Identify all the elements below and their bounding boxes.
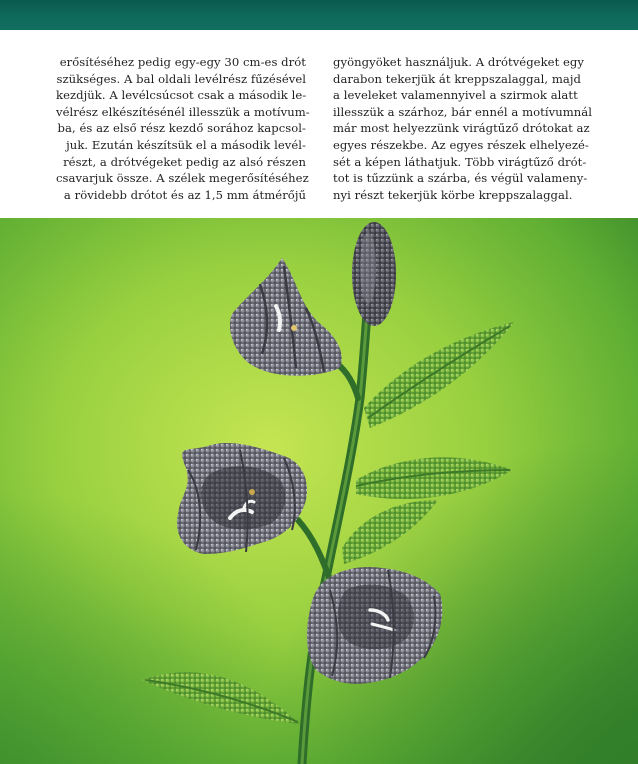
text-line: egyes részekbe. Az egyes részek elhelyezé- bbox=[333, 137, 589, 152]
text-line: darabon tekerjük át kreppszalaggal, majd bbox=[333, 71, 581, 86]
text-line: ba, és az első rész kezdő sorához kapcsol- bbox=[57, 121, 306, 136]
text-line: részt, a drótvégeket pedig az alsó részen bbox=[63, 154, 306, 169]
text-line: illesszük a szárhoz, bár ennél a motívumnál bbox=[333, 104, 593, 119]
text-line: erősítéséhez pedig egy-egy 30 cm-es drót bbox=[59, 55, 306, 69]
text-line: tot is tűzzünk a szárba, és végül valameny- bbox=[333, 171, 588, 186]
text-line: kezdjük. A levélcsúcsot csak a második le- bbox=[56, 88, 307, 103]
text-line: a rövidebb drótot és az 1,5 mm átmérőjű bbox=[63, 187, 306, 202]
text-line: szükséges. A bal oldali levélrész fűzésével bbox=[56, 71, 306, 86]
text-line: vélrész elkészítésénél illesszük a motívum- bbox=[56, 104, 310, 119]
text-line: juk. Ezután készítsük el a második levél- bbox=[66, 137, 306, 152]
top-color-band bbox=[0, 0, 638, 30]
text-section bbox=[0, 30, 638, 218]
text-line: gyöngyöket használjuk. A drótvégeket egy bbox=[333, 55, 584, 69]
bud bbox=[352, 222, 396, 326]
text-line: sét a képen láthatjuk. Több virágtűző drót- bbox=[333, 154, 587, 169]
left-text-column bbox=[56, 54, 310, 203]
text-line: már most helyezzünk virágtűző drótokat az bbox=[333, 121, 590, 136]
text-line: csavarjuk össze. A szélek megerősítéséhez bbox=[56, 171, 309, 186]
text-line: nyi részt tekerjük körbe kreppszalaggal. bbox=[333, 187, 573, 202]
flower-photo bbox=[0, 218, 638, 764]
text-line: a leveleket valamennyivel a szirmok alatt bbox=[333, 88, 578, 103]
right-text-column bbox=[333, 54, 593, 203]
